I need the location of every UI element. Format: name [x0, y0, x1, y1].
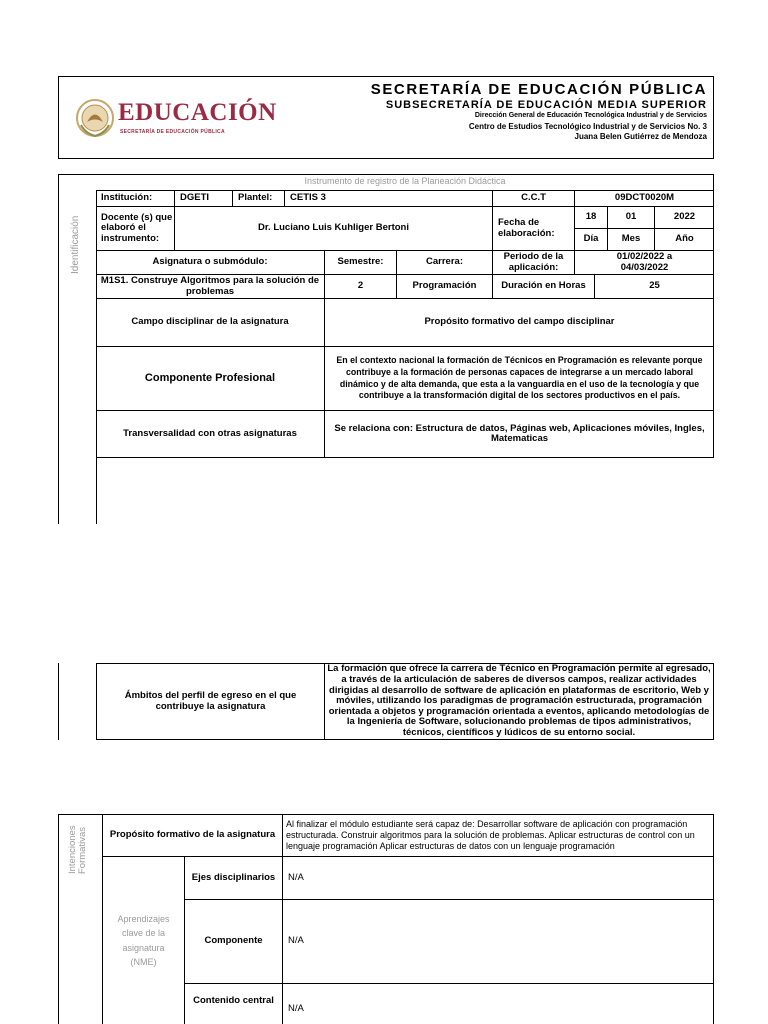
transversalidad-value: Se relaciona con: Estructura de datos, Páginas web, Aplicaciones móviles, Ingles, Matematicas	[324, 410, 714, 458]
semestre-value: 2	[324, 274, 396, 298]
header-title: SECRETARÍA DE EDUCACIÓN PÚBLICA	[370, 81, 707, 98]
proposito-campo-value: En el contexto nacional la formación de Técnicos en Programación es relevante porque contribuye a la formación de personas capaces de integrarse a un mercado laboral dinámico y de alta demanda, que esta a la vanguardia en el uso de la tecnología y que contribuye a la transformación digital de los sectores productivos en el país.	[324, 346, 714, 410]
fecha-dia: 18	[574, 206, 607, 228]
cct-value: 09DCT0020M	[574, 190, 714, 206]
planning-form-table	[58, 174, 714, 524]
proposito-asignatura-label: Propósito formativo de la asignatura	[102, 814, 282, 856]
logo-wordmark: EDUCACIÓN	[118, 99, 277, 126]
plantel-label: Plantel:	[232, 190, 284, 206]
transversalidad-label: Transversalidad con otras asignaturas	[96, 410, 324, 458]
header-line-2: Centro de Estudios Tecnológico Industrial y de Servicios No. 3	[468, 122, 707, 131]
asignatura-label: Asignatura o submódulo:	[96, 250, 324, 274]
ambitos-label: Ámbitos del perfil de egreso en el que contribuye la asignatura	[96, 663, 324, 740]
section-label-identificacion: Identificación	[70, 215, 81, 274]
periodo-label: Periodo de la aplicación:	[492, 250, 574, 274]
componente-nme-value: N/A	[282, 899, 714, 983]
carrera-value: Programación	[396, 274, 492, 298]
docente-label: Docente (s) que elaboró el instrumento:	[96, 206, 174, 250]
contenido-central-label: Contenido central	[184, 983, 282, 1024]
ambitos-table	[58, 663, 714, 740]
fecha-label: Fecha de elaboración:	[492, 206, 574, 250]
section-label-intenciones: Intenciones Formativas	[67, 825, 88, 874]
header-line-3: Juana Belen Gutiérrez de Mendoza	[574, 132, 707, 141]
plantel-value: CETIS 3	[284, 190, 492, 206]
docente-value: Dr. Luciano Luis Kuhliger Bertoni	[174, 206, 492, 250]
institucion-value: DGETI	[174, 190, 232, 206]
anio-label: Año	[654, 228, 714, 250]
ejes-label: Ejes disciplinarios	[184, 856, 282, 899]
carrera-label: Carrera:	[396, 250, 492, 274]
campo-label: Campo disciplinar de la asignatura	[96, 298, 324, 346]
table-title: Instrumento de registro de la Planeación Didáctica	[304, 176, 506, 187]
fecha-anio: 2022	[654, 206, 714, 228]
header-subtitle: SUBSECRETARÍA DE EDUCACIÓN MEDIA SUPERIOR	[385, 99, 707, 111]
componente-label: Componente	[184, 899, 282, 983]
proposito-asignatura-value: Al finalizar el módulo estudiante será capaz de: Desarrollar software de aplicación con programación estructurada. Construir algoritmos para la solución de problemas. Aplicar estructuras de control con un lenguaje programación Aplicar estructuras de datos con un lenguaje programación	[282, 814, 714, 856]
contenido-central-value: N/A	[282, 983, 714, 1024]
header-line-1: Dirección General de Educación Tecnológica Industrial y de Servicios	[474, 112, 707, 119]
duracion-value: 25	[594, 274, 714, 298]
ejes-value: N/A	[282, 856, 714, 899]
proposito-campo-label: Propósito formativo del campo disciplinar	[324, 298, 714, 346]
semestre-label: Semestre:	[324, 250, 396, 274]
mes-label: Mes	[607, 228, 654, 250]
logo-subtitle: SECRETARÍA DE EDUCACIÓN PÚBLICA	[120, 129, 225, 135]
sep-logo	[75, 93, 277, 143]
intenciones-formativas-table	[58, 814, 714, 1024]
eagle-seal-icon	[75, 95, 115, 141]
periodo-value: 01/02/2022 a 04/03/2022	[574, 250, 714, 274]
asignatura-value: M1S1. Construye Algoritmos para la solución de problemas	[96, 274, 324, 298]
dia-label: Día	[574, 228, 607, 250]
fecha-mes: 01	[607, 206, 654, 228]
ambitos-value: La formación que ofrece la carrera de Técnico en Programación permite al egresado, a través de la articulación de saberes de diversos campos, realizar actividades dirigidas al desarrollo de software de aplicación en plataformas de escritorio, Web y móviles, utilizando los paradigmas de programación estructurada, programación orientada a objetos y programación orientada a eventos, aplicando metodologías de la Ingeniería de Software, solucionando problemas de tipos administrativos, técnicos, científicos y lúdicos de su entorno social.	[324, 663, 714, 740]
cct-label: C.C.T	[492, 190, 574, 206]
componente-value: Componente Profesional	[96, 346, 324, 410]
aprendizajes-clave-label: Aprendizajes clave de la asignatura (NME)	[102, 856, 184, 1024]
institucion-label: Institución:	[96, 190, 174, 206]
document-header	[58, 76, 714, 159]
duracion-label: Duración en Horas	[492, 274, 594, 298]
